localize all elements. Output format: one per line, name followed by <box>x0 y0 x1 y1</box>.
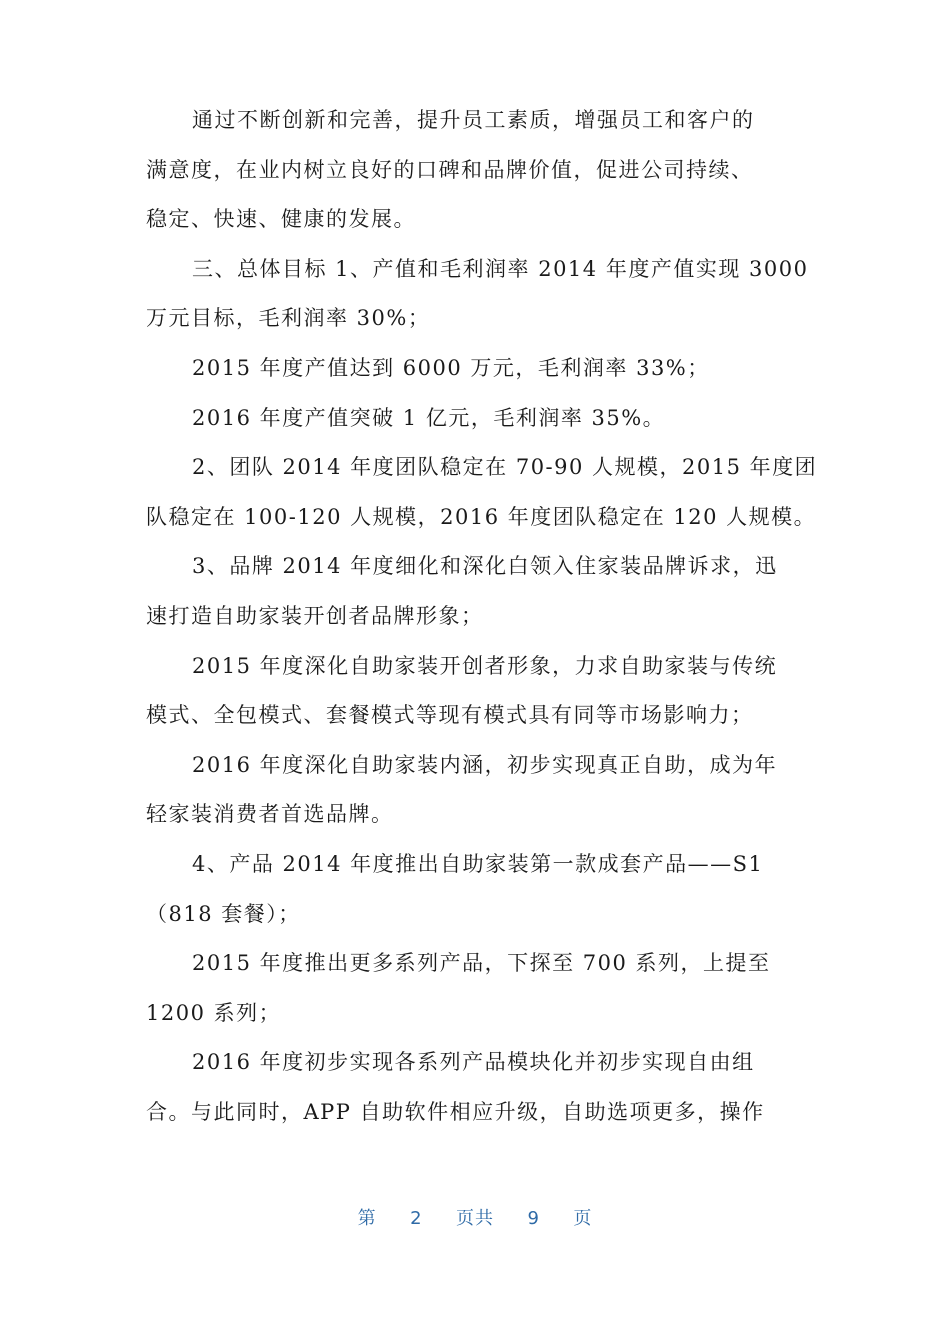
text-line: 轻家装消费者首选品牌。 <box>146 802 394 827</box>
footer-middle: 页共 <box>456 1208 494 1229</box>
text-line: 4、产品 2014 年度推出自助家装第一款成套产品——S1 <box>192 851 764 876</box>
text-line: 2015 年度产值达到 6000 万元，毛利润率 33%； <box>192 355 710 380</box>
text-line: 2016 年度产值突破 1 亿元，毛利润率 35%。 <box>192 405 666 430</box>
text-line: 通过不断创新和完善，提升员工素质，增强员工和客户的 <box>192 108 755 132</box>
text-line: 满意度，在业内树立良好的口碑和品牌价值，促进公司持续、 <box>146 157 754 182</box>
total-pages-number: 9 <box>527 1208 540 1229</box>
text-line: 模式、全包模式、套餐模式等现有模式具有同等市场影响力； <box>146 703 754 728</box>
text-line: 三、总体目标 1、产值和毛利润率 2014 年度产值实现 3000 <box>192 256 809 281</box>
footer-suffix: 页 <box>573 1208 593 1229</box>
text-line: 3、品牌 2014 年度细化和深化白领入住家装品牌诉求，迅 <box>192 554 778 579</box>
footer-prefix: 第 <box>357 1208 377 1229</box>
current-page-number: 2 <box>410 1208 423 1229</box>
text-line: 2016 年度初步实现各系列产品模块化并初步实现自由组 <box>192 1050 755 1075</box>
text-line: （818 套餐）； <box>146 901 301 926</box>
page-footer <box>0 1204 950 1230</box>
text-line: 合。与此同时，APP 自助软件相应升级，自助选项更多，操作 <box>146 1099 765 1124</box>
text-line: 队稳定在 100-120 人规模，2016 年度团队稳定在 120 人规模。 <box>146 504 817 529</box>
text-line: 2016 年度深化自助家装内涵，初步实现真正自助，成为年 <box>192 752 778 777</box>
text-line: 2、团队 2014 年度团队稳定在 70-90 人规模，2015 年度团 <box>192 455 818 480</box>
text-line: 2015 年度深化自助家装开创者形象，力求自助家装与传统 <box>192 653 778 678</box>
text-line: 2015 年度推出更多系列产品，下探至 700 系列，上提至 <box>192 951 771 976</box>
document-body <box>146 96 818 1137</box>
text-line: 稳定、快速、健康的发展。 <box>146 207 416 232</box>
text-line: 万元目标，毛利润率 30%； <box>146 306 431 331</box>
text-line: 速打造自助家装开创者品牌形象； <box>146 603 484 628</box>
text-line: 1200 系列； <box>146 1000 282 1025</box>
